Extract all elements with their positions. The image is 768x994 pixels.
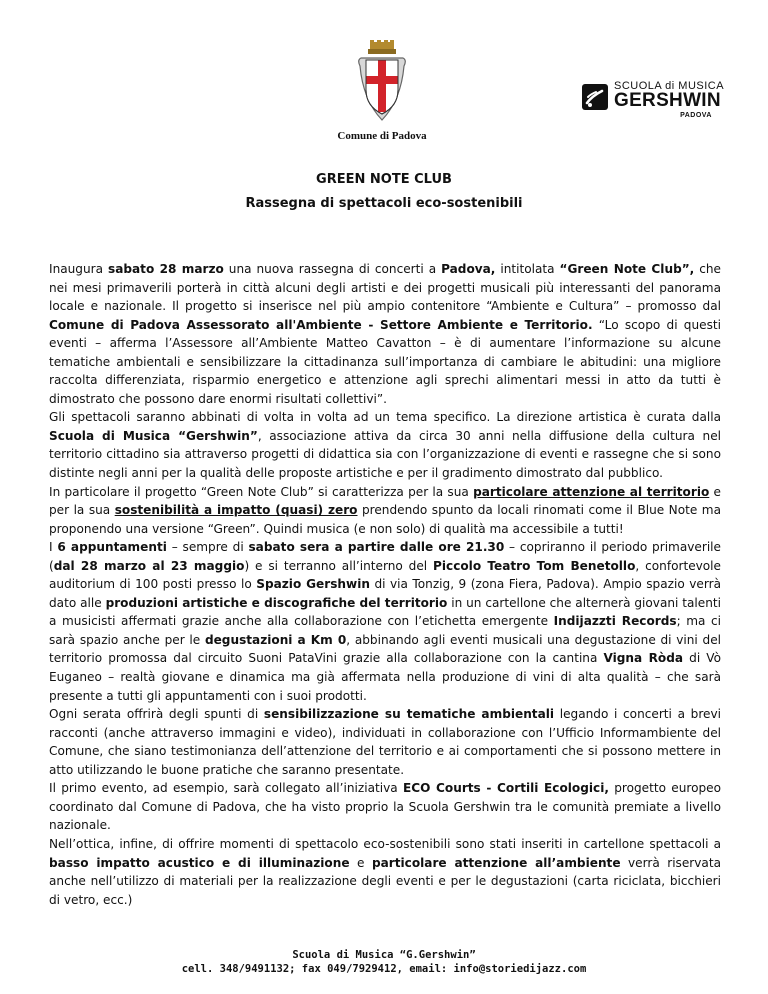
article-body [49, 260, 721, 909]
text-run: Il primo evento, ad esempio, sarà collegato all’iniziativa [49, 781, 403, 796]
text-run: “Lo scopo di questi eventi – afferma l’Assessore all’Ambiente Matteo Cavatton – è di aumentare l’informazione su alcune tematiche ambientali e sensibilizzare la cittadinanza sull’importanza di cambiare le abitudini: una migliore raccolta differenziata, risparmio energetico e attenzione agli sprechi alimentari messi in atto da tutti è dimostrato che possono dare enormi risultati collettivi”. [49, 317, 721, 406]
paragraph [49, 260, 721, 408]
footer-school-name: Scuola di Musica “G.Gershwin” [292, 949, 476, 961]
emphasis-text: particolare attenzione al territorio [473, 484, 710, 499]
emphasis-text: Piccolo Teatro Tom Benetollo [433, 558, 636, 573]
emphasis-text: “Green Note Club”, [559, 262, 695, 276]
text-run: , abbinando agli eventi musicali una degustazione di vini del territorio promossa dal circuito Suoni PataVini grazie alla collaborazione con la cantina [49, 632, 721, 666]
paragraph [49, 538, 721, 705]
emphasis-text: sabato sera a partire dalle ore 21.30 [248, 540, 505, 555]
paragraph [49, 835, 721, 909]
text-run: una nuova rassegna di concerti a [223, 262, 442, 276]
emphasis-text: 6 appuntamenti [57, 540, 167, 555]
document-subtitle: Rassegna di spettacoli eco-sostenibili [245, 196, 523, 211]
emphasis-text: sabato 28 marzo [108, 262, 224, 276]
text-run: ) e si terranno all’interno del [244, 558, 434, 573]
text-run: intitolata [495, 262, 560, 276]
text-run: Nell’ottica, infine, di offrire momenti di spettacolo eco-sostenibili sono stati inseriti in cartellone spettacoli a [49, 836, 721, 851]
text-run: di via Tonzig, 9 (zona Fiera, Padova). Ampio spazio verrà dato alle [49, 577, 721, 610]
text-run: Ogni serata offrirà degli spunti di [49, 707, 264, 722]
text-run: , associazione attiva da circa 30 anni nella diffusione della cultura nel territorio cittadino sia attraverso progetti di didattica sia con l’organizzazione di eventi e rassegne che si sono distinte negli anni per la qualità delle proposte artistiche e per il gradimento dimostrato dal pubblico. [49, 428, 721, 481]
gershwin-mark-icon [582, 84, 608, 110]
padova-coat-of-arms-icon [357, 40, 407, 128]
footer-contacts: cell. 348/9491132; fax 049/7929412, email: info@storiedijazz.com [181, 963, 587, 975]
padova-caption: Comune di Padova [337, 130, 427, 142]
text-run: di Vò Euganeo – realtà giovane e dinamica ma già affermata nella produzione di vini di alta qualità – che sarà presente a tutti gli appuntamenti con i suoi prodotti. [49, 651, 721, 703]
text-run: e [349, 855, 372, 870]
emphasis-text: produzioni artistiche e discografiche del territorio [105, 595, 448, 610]
text-run: Inaugura [49, 262, 108, 276]
paragraph [49, 483, 721, 539]
comune-di-padova-logo [332, 40, 432, 142]
text-run: – copriranno il periodo primaverile ( [49, 540, 721, 573]
emphasis-text: Comune di Padova Assessorato all'Ambiente - Settore Ambiente e Territorio. [49, 317, 593, 332]
text-run: legando i concerti a brevi racconti (anche attraverso immagini e video), individuati in collaborazione con l’Ufficio Informambiente del Comune, che siano testimonianza dell’attenzione del territorio e ai comportamenti che si possono mettere in atto utilizzando le buone pratiche che saranno presentate. [49, 707, 721, 777]
emphasis-text: dal 28 marzo al 23 maggio [53, 558, 245, 573]
scuola-gershwin-logo [582, 80, 725, 122]
paragraph [49, 408, 721, 482]
gershwin-logo-line2: GERSHWIN [614, 90, 721, 111]
text-run: , confortevole auditorium di 100 posti presso lo [49, 558, 721, 592]
gershwin-logo-line3: PADOVA [680, 112, 712, 119]
emphasis-text: Indijazzti Records [553, 614, 677, 629]
emphasis-text: sostenibilità a impatto (quasi) zero [114, 503, 358, 518]
emphasis-text: sensibilizzazione su tematiche ambientali [263, 707, 555, 722]
emphasis-text: Padova, [441, 262, 496, 276]
text-run: In particolare il progetto “Green Note Club” si caratterizza per la sua [49, 484, 474, 499]
emphasis-text: Vigna Ròda [603, 651, 684, 666]
gershwin-logo-line1: SCUOLA di MUSICA [614, 80, 725, 92]
text-run: prendendo spunto da locali rinomati come il Blue Note ma proponendo una versione “Green”. Quindi musica (e non solo) di qualità ma accessibile a tutti! [49, 503, 721, 536]
document-title: GREEN NOTE CLUB [316, 172, 452, 187]
text-run: progetto europeo coordinato dal Comune di Padova, che ha visto proprio la Scuola Gershwin tra le comunità premiate a livello nazionale. [49, 781, 721, 833]
emphasis-text: degustazioni a Km 0 [204, 632, 347, 647]
emphasis-text: ECO Courts - Cortili Ecologici, [402, 781, 609, 796]
emphasis-text: basso impatto acustico e di illuminazione [49, 855, 350, 870]
text-run: ; ma ci sarà spazio anche per le [49, 614, 721, 647]
emphasis-text: particolare attenzione all’ambiente [371, 855, 621, 870]
text-run: e per la sua [49, 484, 721, 518]
text-run: I [49, 540, 58, 555]
text-run: che nei mesi primaverili porterà in città alcuni degli artisti e dei progetti musicali più interessanti del panorama locale e nazionale. Il progetto si inserisce nel più ampio contenitore “Ambiente e Cultura” – promosso dal [49, 262, 721, 314]
text-run: Gli spettacoli saranno abbinati di volta in volta ad un tema specifico. La direzione artistica è curata dalla [49, 410, 721, 425]
text-run: verrà riservata anche nell’utilizzo di materiali per la realizzazione degli eventi e per le degustazioni (carta riciclata, bicchieri di vetro, ecc.) [49, 855, 721, 907]
paragraph [49, 705, 721, 779]
text-run: in un cartellone che alternerà giovani talenti a musicisti affermati grazie anche alla collaborazione con l’etichetta emergente [49, 595, 721, 629]
text-run: – sempre di [166, 540, 249, 555]
footer [0, 948, 768, 976]
paragraph [49, 779, 721, 835]
emphasis-text: Spazio Gershwin [256, 577, 370, 592]
emphasis-text: Scuola di Musica “Gershwin” [49, 428, 258, 443]
